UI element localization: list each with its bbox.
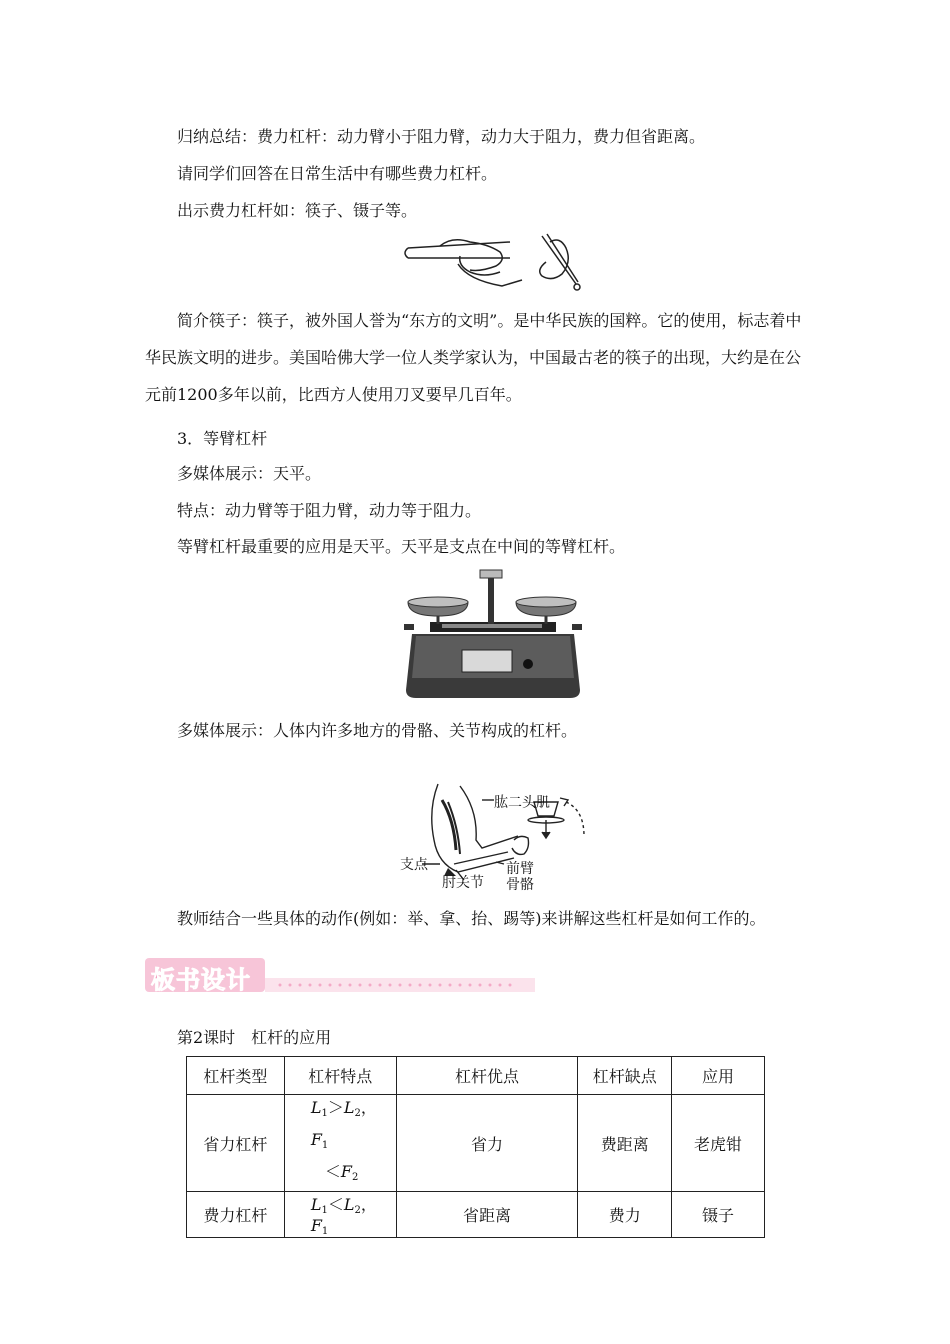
cell-advantage: 省距离 — [396, 1192, 578, 1238]
cell-feature: $L_1>L_2$，$F_1$ $<F_2$ — [284, 1095, 396, 1192]
media-balance-paragraph: 多媒体展示：天平。 — [177, 464, 322, 483]
lesson-title: 第2课时 杠杆的应用 — [177, 1028, 332, 1047]
chopsticks-tweezers-illustration — [400, 228, 590, 298]
header-application: 应用 — [672, 1057, 765, 1095]
summary-paragraph: 归纳总结：费力杠杆：动力臂小于阻力臂，动力大于阻力，费力但省距离。 — [177, 127, 706, 146]
media-body-paragraph: 多媒体展示：人体内许多地方的骨骼、关节构成的杠杆。 — [177, 721, 578, 740]
cell-disadvantage: 费力 — [578, 1192, 672, 1238]
biceps-label: 肱二头肌 — [494, 795, 550, 811]
cell-type: 省力杠杆 — [187, 1095, 285, 1192]
header-advantage: 杠杆优点 — [396, 1057, 578, 1095]
cell-application: 老虎钳 — [672, 1095, 765, 1192]
cell-feature: $L_1<L_2$，$F_1$ — [284, 1192, 396, 1238]
teacher-actions-paragraph: 教师结合一些具体的动作(例如：举、拿、抬、踢等)来讲解这些杠杆是如何工作的。 — [177, 909, 766, 928]
board-design-title: 板书设计 — [151, 966, 251, 994]
elbow-label: 肘关节 — [442, 875, 484, 891]
header-type: 杠杆类型 — [187, 1057, 285, 1095]
fulcrum-label: 支点 — [400, 857, 428, 873]
balance-scale-illustration — [402, 566, 584, 700]
board-design-banner — [145, 958, 537, 994]
bone-label: 骨骼 — [506, 877, 534, 893]
arm-lever-illustration — [398, 780, 598, 892]
cell-type: 费力杠杆 — [187, 1192, 285, 1238]
table-header-row — [187, 1057, 765, 1095]
cell-advantage: 省力 — [396, 1095, 578, 1192]
cell-disadvantage: 费距离 — [578, 1095, 672, 1192]
forearm-label: 前臂 — [506, 861, 534, 877]
chopsticks-intro-paragraph: 简介筷子：筷子，被外国人誉为“东方的文明”。是中华民族的国粹。它的使用，标志着中华民族文明的进步。美国哈佛大学一位人类学家认为，中国最古老的筷子的出现，大约是在公元前1200多年以前，比西方人使用刀叉要早几百年。 — [145, 311, 802, 404]
examples-paragraph: 出示费力杠杆如：筷子、镊子等。 — [177, 201, 418, 220]
equal-feature-paragraph: 特点：动力臂等于阻力臂，动力等于阻力。 — [177, 501, 482, 520]
header-disadvantage: 杠杆缺点 — [578, 1057, 672, 1095]
question-paragraph: 请同学们回答在日常生活中有哪些费力杠杆。 — [177, 164, 498, 183]
table-row — [187, 1192, 765, 1238]
equal-arm-heading: 3．等臂杠杆 — [177, 429, 268, 448]
balance-application-paragraph: 等臂杠杆最重要的应用是天平。天平是支点在中间的等臂杠杆。 — [177, 537, 626, 556]
header-feature: 杠杆特点 — [284, 1057, 396, 1095]
lever-table — [186, 1056, 765, 1238]
table-row — [187, 1095, 765, 1192]
cell-application: 镊子 — [672, 1192, 765, 1238]
